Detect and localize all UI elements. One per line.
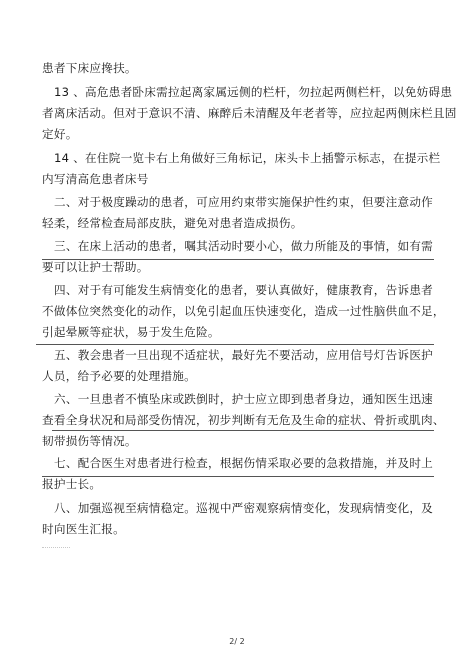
text-line: 八、加强巡视至病情稳定。巡视中严密观察病情变化，发现病情变化，及 xyxy=(54,501,434,515)
paragraph-section-7 xyxy=(42,453,434,495)
text-line: 人员，给予必要的处理措施。 xyxy=(42,369,196,383)
horizontal-rule xyxy=(36,344,434,345)
paragraph-section-3 xyxy=(42,236,434,278)
page-number: 2/ 2 xyxy=(229,637,245,646)
text-line: 时向医生汇报。 xyxy=(42,522,125,536)
text-line: 14 、在住院一览卡右上角做好三角标记，床头卡上插警示标志，在提示栏 xyxy=(54,151,441,165)
text-line: 13 、高危患者卧床需拉起离家属远侧的栏杆，勿拉起两侧栏杆，以免妨碍患 xyxy=(54,85,453,99)
horizontal-rule xyxy=(42,476,434,477)
text-line: 三、在床上活动的患者，嘱其活动时要小心，做力所能及的事情，如有需 xyxy=(54,239,434,253)
text-line: 者离床活动。但对于意识不清、麻醉后未清醒及年老者等，应拉起两侧床栏且固 xyxy=(42,106,457,120)
paragraph-section-8 xyxy=(42,498,434,540)
paragraph-section-4 xyxy=(42,280,445,343)
text-line: 要可以让护士帮助。 xyxy=(42,260,149,274)
paragraph-continuation xyxy=(42,58,434,79)
paragraph-section-2 xyxy=(42,192,434,234)
text-line: 韧带损伤等情况。 xyxy=(42,434,137,448)
faint-scan-mark xyxy=(42,547,70,548)
text-line: 二、对于极度躁动的患者，可应用约束带实施保护性约束，但要注意动作 xyxy=(54,195,434,209)
text-line: 六、一旦患者不慎坠床或跌倒时，护士应立即到患者身边，通知医生迅速 xyxy=(54,392,434,406)
text-line: 四、对于有可能发生病情变化的患者，要认真做好，健康教育，告诉患者 xyxy=(54,283,434,297)
text-line: 引起晕厥等症状，易于发生危险。 xyxy=(42,325,220,339)
text-line: 七、配合医生对患者进行检查，根据伤情采取必要的急救措施，并及时上 xyxy=(54,456,434,470)
paragraph-item-13 xyxy=(42,82,457,145)
paragraph-section-5 xyxy=(42,345,434,387)
text-line: 查看全身状况和局部受伤情况，初步判断有无危及生命的症状、骨折或肌肉、 xyxy=(42,413,445,427)
text-line: 报护士长。 xyxy=(42,477,102,491)
horizontal-rule xyxy=(42,259,434,260)
text-line: 轻柔，经常检查局部皮肤，避免对患者造成损伤。 xyxy=(42,216,303,230)
text-line: 定好。 xyxy=(42,127,78,141)
text-line: 不做体位突然变化的动作，以免引起血压快速变化，造成一过性脑供血不足， xyxy=(42,304,445,318)
paragraph-item-14 xyxy=(42,148,441,190)
horizontal-rule xyxy=(52,430,434,431)
text-line: 患者下床应搀扶。 xyxy=(42,61,137,75)
paragraph-section-6 xyxy=(42,389,445,452)
text-line: 内写清高危患者床号 xyxy=(42,172,149,186)
text-line: 五、教会患者一旦出现不适症状，最好先不要活动，应用信号灯告诉医护 xyxy=(54,348,434,362)
